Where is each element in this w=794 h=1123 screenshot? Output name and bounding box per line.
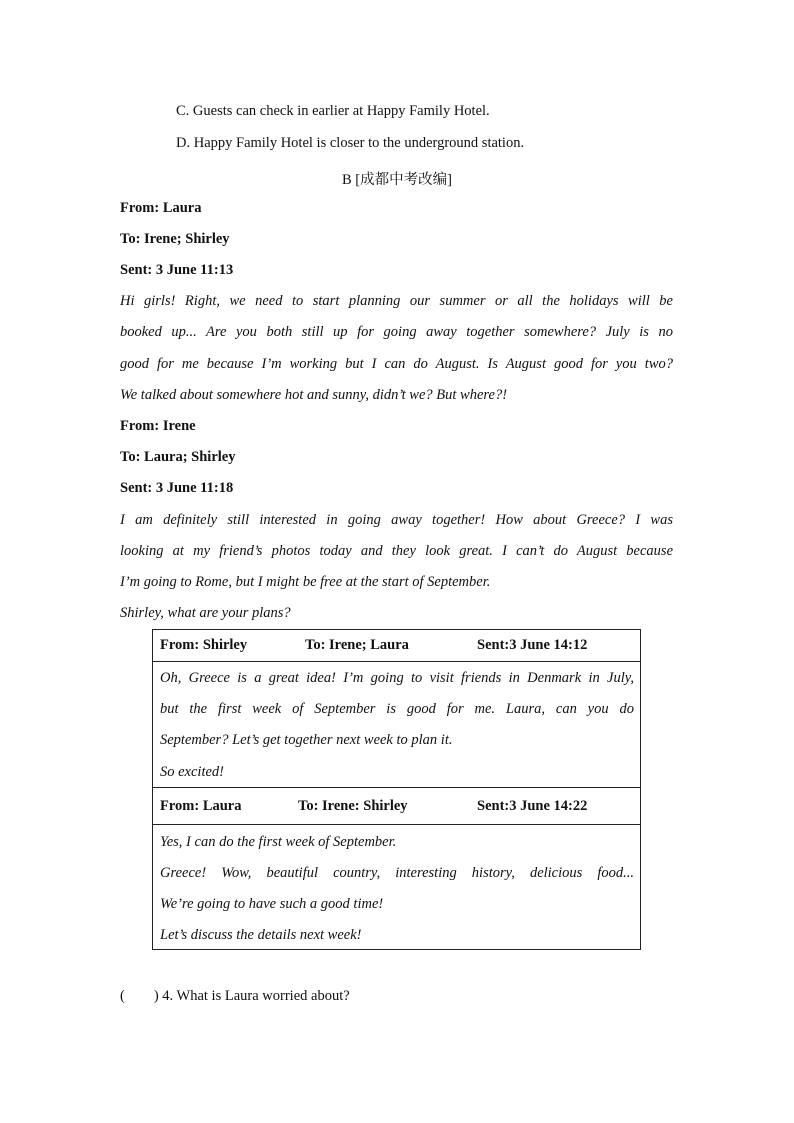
- email1-line: booked up... Are you both still up for going away together somewhere? July is no: [120, 324, 673, 340]
- email4-line: Yes, I can do the first week of September.: [160, 834, 397, 850]
- email4-line: We’re going to have such a good time!: [160, 896, 384, 912]
- email4-header: [153, 787, 640, 825]
- email3-sent: Sent:3 June 14:12: [477, 637, 588, 653]
- answer-blank[interactable]: ( ): [120, 988, 159, 1004]
- email4-to: To: Irene: Shirley: [298, 798, 408, 814]
- email2-to: To: Laura; Shirley: [120, 449, 236, 465]
- email1-from: From: Laura: [120, 200, 202, 216]
- option-c: C. Guests can check in earlier at Happy Family Hotel.: [176, 103, 490, 119]
- email3-from: From: Shirley: [160, 637, 248, 653]
- email4-sent: Sent:3 June 14:22: [477, 798, 588, 814]
- section-title: B [成都中考改编]: [342, 172, 452, 188]
- email3-line: So excited!: [160, 764, 225, 780]
- email2-line: I am definitely still interested in going away together! How about Greece? I was: [120, 512, 673, 528]
- email4-line: Greece! Wow, beautiful country, interesting history, delicious food...: [160, 865, 634, 881]
- email3-line: but the first week of September is good for me. Laura, can you do: [160, 701, 634, 717]
- email-table: [152, 629, 641, 950]
- email2-sent: Sent: 3 June 11:18: [120, 480, 234, 496]
- email3-to: To: Irene; Laura: [305, 637, 409, 653]
- email1-sent: Sent: 3 June 11:13: [120, 262, 234, 278]
- email3-header: [153, 629, 640, 662]
- email3-line: September? Let’s get together next week to plan it.: [160, 732, 453, 748]
- email4-from: From: Laura: [160, 798, 242, 814]
- email4-line: Let’s discuss the details next week!: [160, 927, 362, 943]
- email1-line: We talked about somewhere hot and sunny, didn’t we? But where?!: [120, 387, 508, 403]
- option-d: D. Happy Family Hotel is closer to the underground station.: [176, 135, 525, 151]
- email2-line: looking at my friend’s photos today and they look great. I can’t do August because: [120, 543, 673, 559]
- email1-to: To: Irene; Shirley: [120, 231, 230, 247]
- email3-line: Oh, Greece is a great idea! I’m going to visit friends in Denmark in July,: [160, 670, 634, 686]
- email2-line: I’m going to Rome, but I might be free at the start of September.: [120, 574, 491, 590]
- email1-line: Hi girls! Right, we need to start planning our summer or all the holidays will be: [120, 293, 673, 309]
- email2-from: From: Irene: [120, 418, 196, 434]
- email1-line: good for me because I’m working but I can do August. Is August good for you two?: [120, 356, 673, 372]
- question-4: [120, 988, 350, 1005]
- email2-line: Shirley, what are your plans?: [120, 605, 291, 621]
- question-4-text: 4. What is Laura worried about?: [162, 988, 350, 1004]
